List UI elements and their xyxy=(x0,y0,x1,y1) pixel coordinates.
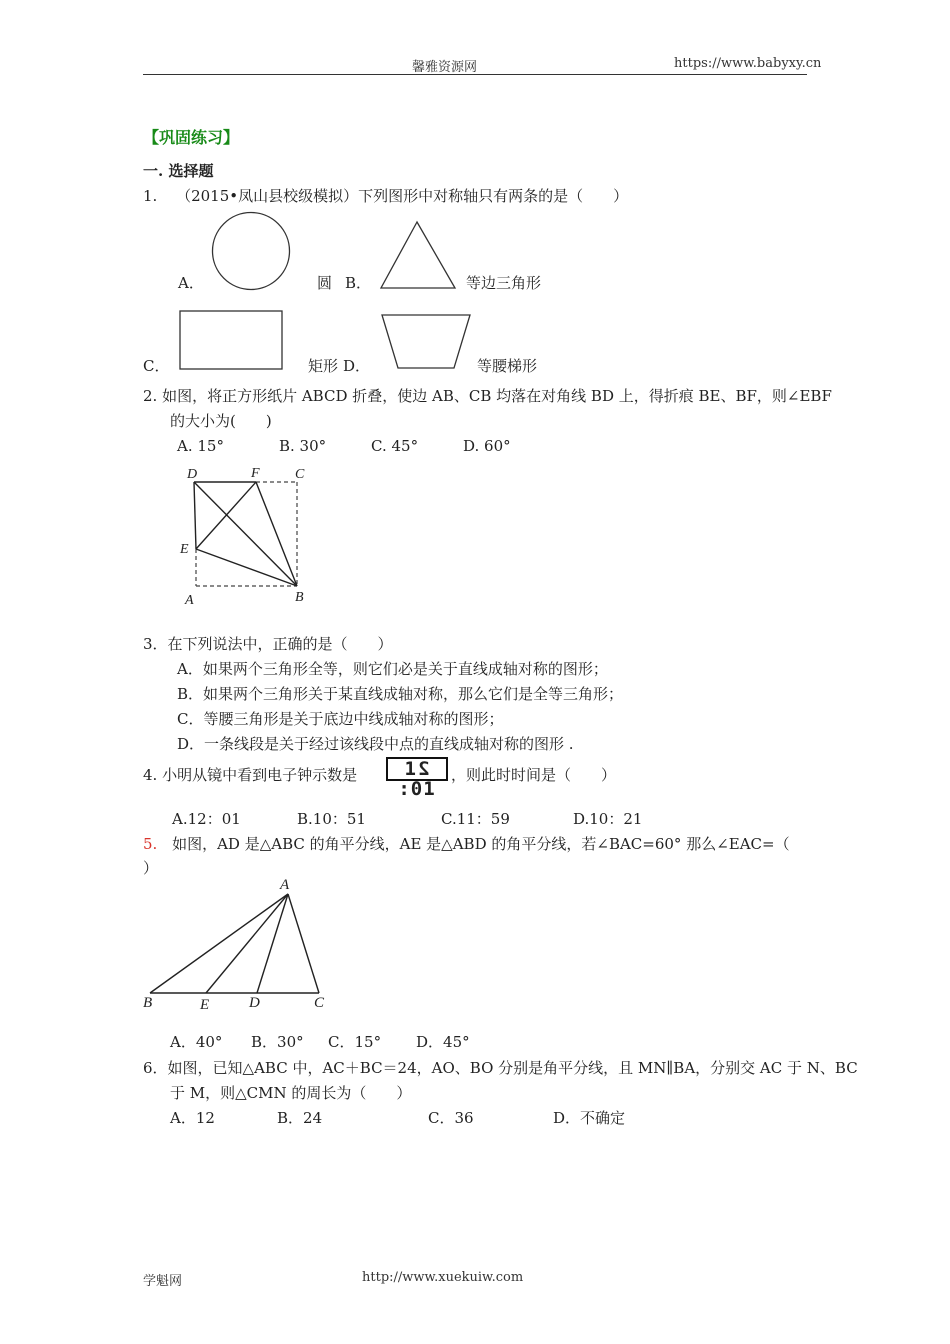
q2-stem-line1: 2. 如图，将正方形纸片 ABCD 折叠，使边 AB、CB 均落在对角线 BD 上，得折痕 BE、BF，则∠EBF xyxy=(143,387,832,405)
mirrored-clock-display xyxy=(386,757,448,800)
q1-stem xyxy=(143,186,628,206)
line-be xyxy=(196,549,297,586)
q5-text: 如图，AD 是△ABC 的角平分线，AE 是△ABD 的角平分线，若∠BAC=60° 那么∠EAC=（ xyxy=(172,835,790,853)
header-divider xyxy=(143,74,807,75)
label-e: E xyxy=(200,997,210,1013)
q4-option-c: C.11：59 xyxy=(441,810,510,828)
q5-stem-line2: ） xyxy=(143,859,159,877)
q3-stem: 3．在下列说法中，正确的是（ ） xyxy=(143,635,393,653)
label-a: A xyxy=(185,593,194,608)
isosceles-trapezoid-figure xyxy=(380,313,474,371)
q2-option-a: A. 15° xyxy=(177,437,224,455)
q3-option-b: B．如果两个三角形关于某直线成轴对称，那么它们是全等三角形； xyxy=(177,685,624,703)
section-title: 【巩固练习】 xyxy=(143,128,240,147)
bisector-ad xyxy=(257,894,288,993)
square-fold-figure xyxy=(175,460,320,610)
line-ef xyxy=(196,482,256,549)
q6-option-b: B．24 xyxy=(277,1109,323,1127)
q6-stem-line1: 6．如图，已知△ABC 中，AC＋BC＝24，AO、BO 分别是角平分线，且 MN∥BA，分别交 AC 于 N、BC xyxy=(143,1059,858,1077)
circle-figure xyxy=(211,212,293,292)
q4-option-a: A.12：01 xyxy=(172,810,241,828)
label-c: C xyxy=(295,467,305,482)
q5-option-a: A．40° xyxy=(170,1033,223,1051)
label-a: A xyxy=(280,877,290,893)
q1-option-d-label: D． xyxy=(343,357,371,375)
q5-option-d: D．45° xyxy=(416,1033,470,1051)
side-ac xyxy=(288,894,319,993)
q6-option-d: D．不确定 xyxy=(553,1109,626,1127)
q3-option-c: C．等腰三角形是关于底边中线成轴对称的图形； xyxy=(177,710,504,728)
q1-text: 下列图形中对称轴只有两条的是（ ） xyxy=(358,187,629,205)
line-bf xyxy=(256,482,297,586)
label-e: E xyxy=(180,542,189,557)
edge-de xyxy=(194,482,196,549)
q1-option-c-name: 矩形 xyxy=(308,357,339,375)
header-url[interactable]: https://www.babyxy.cn xyxy=(674,56,822,71)
equilateral-triangle-figure xyxy=(379,220,459,290)
q1-option-d-name: 等腰梯形 xyxy=(477,357,538,375)
rectangle-figure xyxy=(179,310,285,372)
q4-option-b: B.10：51 xyxy=(297,810,366,828)
label-f: F xyxy=(251,466,260,481)
q1-option-b-label: B． xyxy=(345,274,372,292)
q3-option-a: A．如果两个三角形全等，则它们必是关于直线成轴对称的图形； xyxy=(177,660,608,678)
q1-number: 1. xyxy=(143,187,158,205)
clock-minutes: :01 xyxy=(398,778,436,800)
q1-option-a-label: A． xyxy=(178,274,204,292)
q6-stem-line2: 于 M，则△CMN 的周长为（ ） xyxy=(170,1084,412,1102)
q5-stem xyxy=(143,834,790,854)
label-c: C xyxy=(314,995,325,1011)
footer-left: 学魁网 xyxy=(143,1274,183,1289)
q6-option-a: A．12 xyxy=(170,1109,215,1127)
part-heading: 一. 选择题 xyxy=(143,162,214,180)
q4-stem-after: ，则此时时间是（ ） xyxy=(451,766,617,784)
label-d: D xyxy=(249,995,260,1011)
q1-option-b-name: 等边三角形 xyxy=(466,274,542,292)
q5-option-b: B．30° xyxy=(251,1033,304,1051)
q5-number: 5. xyxy=(143,835,158,853)
q2-option-d: D. 60° xyxy=(463,437,511,455)
q2-option-b: B. 30° xyxy=(279,437,327,455)
footer-url[interactable]: http://www.xuekuiw.com xyxy=(362,1270,524,1285)
q1-option-a-name: 圆 xyxy=(317,274,333,292)
q2-stem-line2: 的大小为( ) xyxy=(170,412,272,430)
q5-option-c: C．15° xyxy=(328,1033,382,1051)
q6-option-c: C．36 xyxy=(428,1109,474,1127)
clock-digit-1: 1 xyxy=(404,758,417,780)
clock-digit-mirrored: 2 xyxy=(417,758,430,780)
q1-option-c-label: C． xyxy=(143,357,170,375)
label-b: B xyxy=(295,590,304,605)
q4-option-d: D.10：21 xyxy=(573,810,643,828)
triangle-bisector-figure xyxy=(140,875,340,1015)
q1-source: （2015•凤山县校级模拟） xyxy=(176,187,359,205)
header-site: 馨雅资源网 xyxy=(412,60,478,75)
q4-stem-before: 4. 小明从镜中看到电子钟示数是 xyxy=(143,766,358,784)
q2-option-c: C. 45° xyxy=(371,437,419,455)
label-d: D xyxy=(187,467,198,482)
q3-option-d: D．一条线段是关于经过该线段中点的直线成轴对称的图形 . xyxy=(177,735,574,753)
label-b: B xyxy=(143,995,153,1011)
